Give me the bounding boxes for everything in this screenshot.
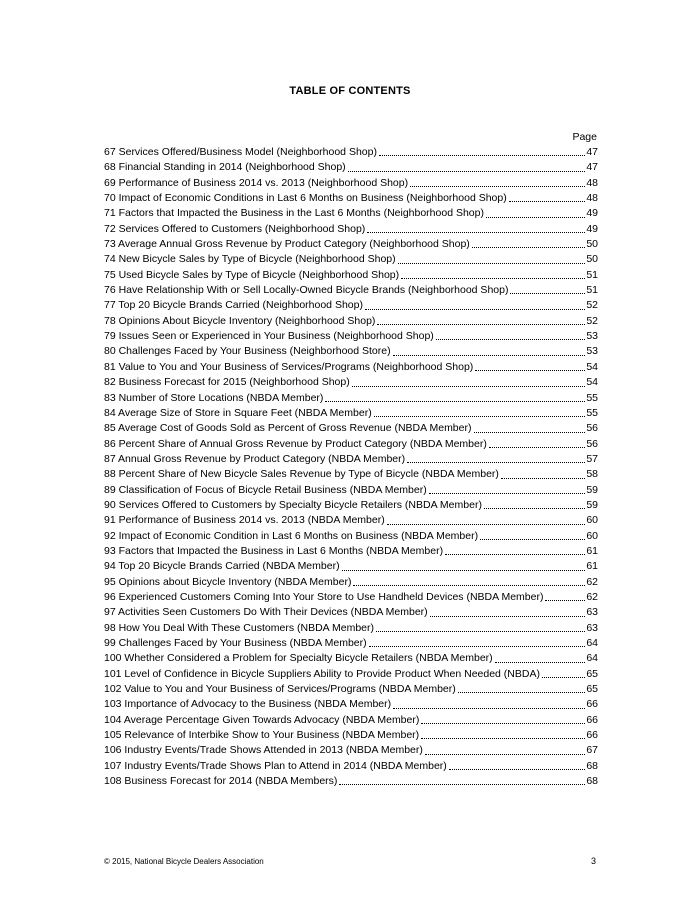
toc-entry-page-number: 51 [586, 268, 598, 281]
toc-dot-leader [480, 539, 585, 540]
toc-entry-label: 100 Whether Considered a Problem for Specialty Bicycle Retailers (NBDA Member) [104, 652, 493, 665]
toc-entry-label: 89 Classification of Focus of Bicycle Retail Business (NBDA Member) [104, 483, 427, 496]
toc-entry-page-number: 66 [586, 729, 598, 742]
toc-dot-leader [501, 478, 585, 479]
toc-entry-page-number: 56 [586, 422, 598, 435]
toc-entry-page-number: 62 [586, 575, 598, 588]
toc-dot-leader [429, 493, 586, 494]
toc-dot-leader [542, 677, 585, 678]
toc-entry-label: 85 Average Cost of Goods Sold as Percent of Gross Revenue (NBDA Member) [104, 422, 472, 435]
toc-dot-leader [367, 232, 585, 233]
toc-dot-leader [374, 416, 586, 417]
toc-dot-leader [365, 309, 585, 310]
toc-entry-label: 103 Importance of Advocacy to the Business (NBDA Member) [104, 698, 392, 711]
toc-entry-label: 81 Value to You and Your Business of Services/Programs (Neighborhood Shop) [104, 360, 474, 373]
toc-entry[interactable] [104, 176, 598, 191]
toc-dot-leader [430, 616, 586, 617]
toc-entry[interactable] [104, 651, 598, 666]
toc-entry-label: 70 Impact of Economic Conditions in Last 6 Months on Business (Neighborhood Shop) [104, 192, 507, 205]
toc-entry[interactable] [104, 605, 598, 620]
toc-dot-leader [342, 570, 586, 571]
footer-copyright: © 2015, National Bicycle Dealers Association [104, 857, 264, 866]
toc-dot-leader [377, 324, 585, 325]
toc-entry[interactable] [104, 344, 598, 359]
toc-dot-leader [509, 201, 586, 202]
toc-entry[interactable] [104, 222, 598, 237]
toc-entry-label: 99 Challenges Faced by Your Business (NBDA Member) [104, 637, 367, 649]
toc-entry[interactable] [104, 406, 598, 421]
toc-entry[interactable] [104, 467, 598, 482]
toc-entry-label: 101 Level of Confidence in Bicycle Suppliers Ability to Provide Product When Needed (NBDA) [104, 667, 540, 680]
toc-entry[interactable] [104, 283, 598, 298]
toc-entry-label: 87 Annual Gross Revenue by Product Category (NBDA Member) [104, 452, 406, 465]
toc-entry-label: 90 Services Offered to Customers by Specialty Bicycle Retailers (NBDA Member) [104, 498, 482, 511]
toc-entry[interactable] [104, 590, 598, 605]
toc-entry-label: 86 Percent Share of Annual Gross Revenue by Product Category (NBDA Member) [104, 437, 487, 450]
toc-entry[interactable] [104, 483, 598, 498]
toc-entry[interactable] [104, 621, 598, 636]
table-of-contents [104, 145, 598, 789]
toc-entry-page-number: 64 [586, 637, 598, 649]
toc-entry-page-number: 48 [586, 176, 598, 189]
toc-entry-page-number: 55 [586, 391, 598, 404]
toc-dot-leader [486, 217, 585, 218]
toc-dot-leader [421, 723, 585, 724]
toc-entry-label: 98 How You Deal With These Customers (NBDA Member) [104, 621, 374, 634]
toc-entry-label: 107 Industry Events/Trade Shows Plan to Attend in 2014 (NBDA Member) [104, 759, 447, 772]
toc-dot-leader [393, 708, 585, 709]
toc-entry[interactable] [104, 237, 598, 252]
toc-entry[interactable] [104, 544, 598, 559]
toc-entry[interactable] [104, 575, 598, 590]
toc-entry-label: 72 Services Offered to Customers (Neighborhood Shop) [104, 222, 366, 235]
toc-entry-page-number: 62 [586, 590, 598, 603]
toc-entry[interactable] [104, 713, 598, 728]
toc-entry-label: 75 Used Bicycle Sales by Type of Bicycle (Neighborhood Shop) [104, 268, 400, 281]
toc-entry-label: 91 Performance of Business 2014 vs. 2013 (NBDA Member) [104, 514, 385, 527]
toc-dot-leader [325, 401, 585, 402]
toc-dot-leader [489, 447, 585, 448]
toc-dot-leader [393, 355, 586, 356]
toc-entry-page-number: 53 [586, 345, 598, 358]
toc-entry-page-number: 68 [586, 759, 598, 772]
toc-entry-page-number: 56 [586, 437, 598, 450]
toc-entry-page-number: 61 [586, 560, 598, 573]
toc-entry-page-number: 57 [586, 452, 598, 465]
toc-dot-leader [398, 263, 586, 264]
toc-entry-page-number: 53 [586, 330, 598, 343]
toc-dot-leader [353, 585, 585, 586]
toc-entry[interactable] [104, 498, 598, 513]
toc-entry-page-number: 47 [586, 146, 598, 158]
toc-entry[interactable] [104, 206, 598, 221]
footer-page-number: 3 [590, 856, 596, 866]
toc-entry-page-number: 52 [586, 299, 598, 312]
toc-entry-label: 79 Issues Seen or Experienced in Your Business (Neighborhood Shop) [104, 330, 434, 343]
toc-entry[interactable] [104, 437, 598, 452]
toc-entry[interactable] [104, 529, 598, 544]
toc-entry[interactable] [104, 268, 598, 283]
toc-entry-label: 67 Services Offered/Business Model (Neighborhood Shop) [104, 146, 377, 158]
toc-entry-page-number: 60 [586, 514, 598, 527]
toc-entry-page-number: 65 [586, 667, 598, 680]
toc-entry-label: 95 Opinions about Bicycle Inventory (NBDA Member) [104, 575, 352, 588]
toc-dot-leader [421, 738, 585, 739]
toc-entry-page-number: 65 [586, 683, 598, 696]
toc-entry[interactable] [104, 391, 598, 406]
toc-entry-label: 76 Have Relationship With or Sell Locally-Owned Bicycle Brands (Neighborhood Shop) [104, 284, 509, 297]
toc-dot-leader [484, 508, 585, 509]
toc-entry-page-number: 66 [586, 698, 598, 711]
toc-entry-label: 108 Business Forecast for 2014 (NBDA Members) [104, 775, 338, 788]
toc-dot-leader [387, 524, 586, 525]
toc-entry-label: 92 Impact of Economic Condition in Last 6 Months on Business (NBDA Member) [104, 529, 479, 542]
toc-entry-page-number: 54 [586, 360, 598, 373]
toc-entry-page-number: 48 [586, 192, 598, 205]
toc-entry-page-number: 49 [586, 207, 598, 220]
toc-entry[interactable] [104, 329, 598, 344]
toc-entry-label: 83 Number of Store Locations (NBDA Member) [104, 391, 324, 404]
toc-dot-leader [410, 186, 585, 187]
toc-entry[interactable] [104, 774, 598, 789]
toc-entry[interactable] [104, 145, 598, 160]
toc-entry[interactable] [104, 298, 598, 313]
toc-dot-leader [474, 432, 586, 433]
toc-dot-leader [376, 631, 585, 632]
toc-dot-leader [348, 171, 586, 172]
toc-entry[interactable] [104, 421, 598, 436]
toc-entry-label: 97 Activities Seen Customers Do With Their Devices (NBDA Member) [104, 606, 428, 619]
toc-entry-page-number: 50 [586, 253, 598, 266]
toc-entry[interactable] [104, 452, 598, 467]
toc-entry-label: 93 Factors that Impacted the Business in Last 6 Months (NBDA Member) [104, 544, 444, 557]
toc-entry-page-number: 58 [586, 468, 598, 481]
toc-dot-leader [510, 293, 585, 294]
toc-entry-label: 104 Average Percentage Given Towards Advocacy (NBDA Member) [104, 713, 420, 726]
toc-dot-leader [545, 600, 585, 601]
toc-dot-leader [379, 155, 585, 156]
toc-entry-label: 78 Opinions About Bicycle Inventory (Neighborhood Shop) [104, 314, 376, 327]
toc-entry[interactable] [104, 513, 598, 528]
toc-entry-page-number: 59 [586, 498, 598, 511]
toc-entry-page-number: 63 [586, 621, 598, 634]
toc-dot-leader [475, 370, 585, 371]
toc-entry-page-number: 59 [586, 483, 598, 496]
toc-entry-page-number: 63 [586, 606, 598, 619]
toc-entry-page-number: 64 [586, 652, 598, 665]
toc-entry-label: 69 Performance of Business 2014 vs. 2013 (Neighborhood Shop) [104, 176, 409, 189]
toc-entry[interactable] [104, 252, 598, 267]
toc-dot-leader [445, 554, 585, 555]
toc-entry[interactable] [104, 191, 598, 206]
toc-entry-label: 80 Challenges Faced by Your Business (Neighborhood Store) [104, 345, 391, 358]
toc-entry-page-number: 50 [586, 238, 598, 251]
toc-entry-label: 88 Percent Share of New Bicycle Sales Revenue by Type of Bicycle (NBDA Member) [104, 468, 499, 481]
toc-dot-leader [495, 662, 586, 663]
toc-entry[interactable] [104, 667, 598, 682]
toc-dot-leader [458, 692, 586, 693]
toc-entry[interactable] [104, 160, 598, 175]
toc-dot-leader [369, 646, 586, 647]
toc-entry-page-number: 55 [586, 406, 598, 419]
toc-entry-label: 74 New Bicycle Sales by Type of Bicycle (Neighborhood Shop) [104, 253, 396, 266]
toc-dot-leader [436, 339, 586, 340]
toc-entry-label: 96 Experienced Customers Coming Into Your Store to Use Handheld Devices (NBDA Member) [104, 590, 544, 603]
toc-dot-leader [401, 278, 585, 279]
toc-entry-label: 84 Average Size of Store in Square Feet (NBDA Member) [104, 406, 372, 419]
toc-entry-page-number: 54 [586, 376, 598, 389]
toc-entry[interactable] [104, 743, 598, 758]
toc-entry-label: 106 Industry Events/Trade Shows Attended in 2013 (NBDA Member) [104, 744, 423, 757]
toc-entry-page-number: 66 [586, 713, 598, 726]
toc-entry-label: 82 Business Forecast for 2015 (Neighborhood Shop) [104, 376, 350, 389]
toc-entry-page-number: 47 [586, 161, 598, 174]
toc-entry[interactable] [104, 559, 598, 574]
page-column-header: Page [572, 131, 597, 143]
toc-entry-label: 102 Value to You and Your Business of Services/Programs (NBDA Member) [104, 683, 456, 696]
toc-entry[interactable] [104, 697, 598, 712]
toc-entry[interactable] [104, 314, 598, 329]
toc-entry[interactable] [104, 682, 598, 697]
toc-entry-page-number: 52 [586, 314, 598, 327]
toc-dot-leader [339, 784, 585, 785]
toc-entry-label: 105 Relevance of Interbike Show to Your Business (NBDA Member) [104, 729, 420, 742]
toc-entry-page-number: 51 [586, 284, 598, 297]
toc-entry-page-number: 67 [586, 744, 598, 757]
toc-dot-leader [425, 754, 585, 755]
toc-entry-label: 94 Top 20 Bicycle Brands Carried (NBDA Member) [104, 560, 340, 573]
toc-entry[interactable] [104, 375, 598, 390]
toc-entry[interactable] [104, 759, 598, 774]
toc-entry-label: 71 Factors that Impacted the Business in the Last 6 Months (Neighborhood Shop) [104, 207, 484, 220]
toc-entry-page-number: 68 [586, 775, 598, 788]
toc-entry-label: 73 Average Annual Gross Revenue by Product Category (Neighborhood Shop) [104, 238, 470, 251]
toc-dot-leader [352, 386, 586, 387]
toc-entry-page-number: 61 [586, 544, 598, 557]
toc-entry[interactable] [104, 636, 598, 651]
toc-entry[interactable] [104, 728, 598, 743]
toc-entry-page-number: 60 [586, 529, 598, 542]
toc-entry-label: 68 Financial Standing in 2014 (Neighborhood Shop) [104, 161, 346, 174]
page-title: TABLE OF CONTENTS [289, 85, 411, 97]
toc-dot-leader [449, 769, 586, 770]
toc-dot-leader [407, 462, 585, 463]
toc-entry-page-number: 49 [586, 222, 598, 235]
toc-entry-label: 77 Top 20 Bicycle Brands Carried (Neighborhood Shop) [104, 299, 363, 312]
toc-dot-leader [472, 247, 586, 248]
toc-entry[interactable] [104, 360, 598, 375]
